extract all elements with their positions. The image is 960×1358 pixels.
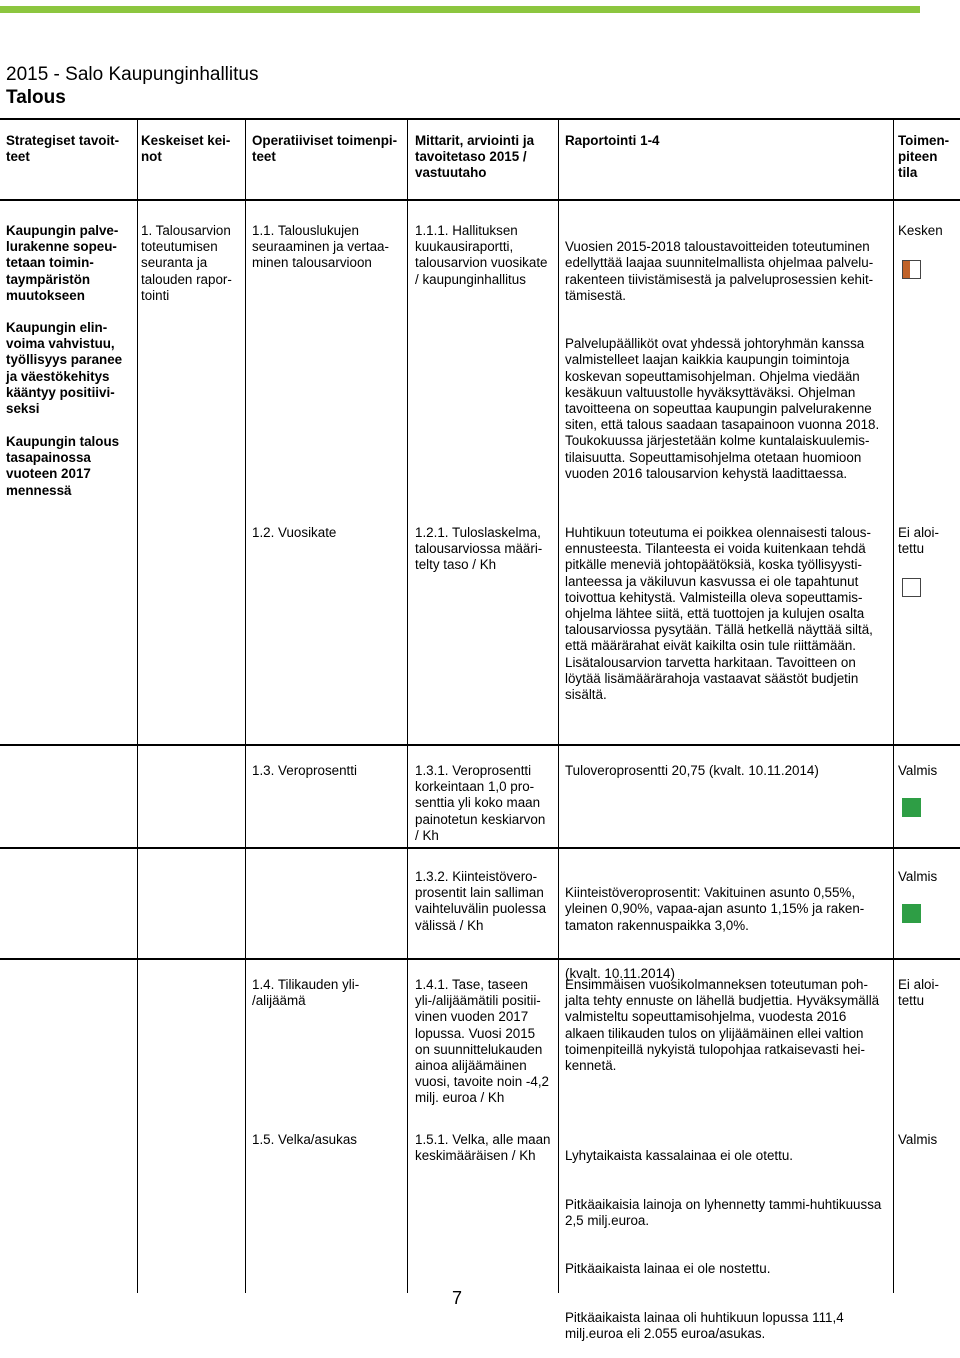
row-divider: [0, 847, 960, 849]
metric-item: 1.4.1. Tase, taseen yli-/alijäämätili positii- vinen vuoden 2017 lopussa. Vuosi 2015 on suunnittelukauden ainoa alijäämäinen vuosi, tavoite noin -4,2 milj. euroa / Kh: [415, 977, 549, 1106]
operative-item: 1.4. Tilikauden yli- /alijäämä: [252, 977, 360, 1009]
table-top-rule: [0, 118, 960, 120]
status-label: Valmis: [898, 763, 938, 778]
report-paragraph: (kvalt. 10.11.2014): [565, 966, 675, 982]
page-title: 2015 - Salo Kaupunginhallitus: [6, 64, 259, 85]
report-text: Ensimmäisen vuosikolmanneksen toteutuman poh- jalta tehty ennuste on lähellä budjettia. Hyväksymällä valmisteltu sopeuttamisohjelma, vuodesta 2016 alkaen tilikauden tulos on ylijäämäinen ellei valtion toimenpiteillä nykyistä tulopohjaa ratkaisevasti hei- kennetä.: [565, 977, 880, 1074]
column-header-key-means: Keskeiset kei- not: [141, 133, 231, 165]
column-divider: [558, 118, 559, 1293]
column-header-status: Toimen- piteen tila: [898, 133, 950, 181]
column-divider: [407, 118, 408, 1293]
report-paragraph: Pitkäaikaista lainaa ei ole nostettu.: [565, 1261, 771, 1277]
report-paragraph: Pitkäaikaista lainaa oli huhtikuun lopussa 111,4 milj.euroa eli 2.055 euroa/asukas.: [565, 1309, 844, 1341]
operative-item: 1.5. Velka/asukas: [252, 1132, 357, 1147]
report-text: [565, 223, 890, 498]
operative-item: 1.2. Vuosikate: [252, 525, 337, 540]
column-header-report: Raportointi 1-4: [565, 133, 660, 148]
status-label: Kesken: [898, 223, 943, 238]
metric-item: 1.3.2. Kiinteistövero- prosentit lain salliman vaihteluvälin puolessa välissä / Kh: [415, 869, 547, 933]
column-header-operative: Operatiiviset toimenpi- teet: [252, 133, 398, 165]
operative-item: 1.3. Veroprosentti: [252, 763, 357, 778]
column-divider: [137, 118, 138, 1293]
report-paragraph: Kiinteistöveroprosentit: Vakituinen asunto 0,55%, yleinen 0,90%, vapaa-ajan asunto 1,15% ja raken- tamaton rakennuspaikka 3,0%.: [565, 885, 865, 933]
column-divider: [245, 118, 246, 1293]
column-header-metrics: Mittarit, arviointi ja tavoitetaso 2015 / vastuutaho: [415, 133, 535, 181]
operative-item: 1.1. Talouslukujen seuraaminen ja vertaa- minen talousarvioon: [252, 223, 389, 271]
metric-item: 1.5.1. Velka, alle maan keskimääräisen / Kh: [415, 1132, 551, 1164]
empty-square-icon: [902, 578, 921, 597]
green-square-icon: [902, 798, 921, 817]
report-text: [565, 1132, 890, 1358]
column-header-strategic: Strategiset tavoit- teet: [6, 133, 120, 165]
metric-item: 1.2.1. Tuloslaskelma, talousarviossa määri- telty taso / Kh: [415, 525, 543, 573]
strategic-goal: Kaupungin palve- lurakenne sopeu- tetaan toimin- taympäristön muutokseen: [6, 223, 119, 303]
status-label: Ei aloi- tettu: [898, 525, 939, 557]
metric-item: 1.1.1. Hallituksen kuukausiraportti, talousarvion vuosikate / kaupunginhallitus: [415, 223, 548, 287]
report-paragraph: Palvelupäälliköt ovat yhdessä johtoryhmän kanssa valmistelleet laajan kaikkia kaupungin toimintoja koskevan sopeuttamisohjelman. Ohjelma viedään kesäkuun valtuustolle hyväksyttäväksi. Ohjelman tavoitteena on sopeuttaa kaupungin palvelurakenne siten, että talous saadaan tasapainoon vuonna 2018. Toukokuussa järjestetään kolme kuntalaiskuulemis- tilaisuutta. Sopeuttamisohjelma otetaan huomioon vuoden 2016 talousarvion kehystä laadittaessa.: [565, 336, 880, 481]
report-paragraph: Lyhytaikaista kassalainaa ei ole otettu.: [565, 1148, 794, 1164]
status-label: Ei aloi- tettu: [898, 977, 939, 1009]
row-divider: [0, 744, 960, 746]
status-label: Valmis: [898, 1132, 938, 1147]
page-number: 7: [452, 1288, 463, 1308]
report-paragraph: Vuosien 2015-2018 taloustavoitteiden toteutuminen edellyttää laajaa suunnitelmallista ohjelmaa palvelu- rakenteen tiivistämisestä ja palveluprosessien kehit- tämisestä.: [565, 239, 874, 303]
half-filled-square-icon: [902, 260, 921, 279]
report-text: Huhtikuun toteutuma ei poikkea olennaisesti talous- ennusteesta. Tilanteesta ei voida kuitenkaan tehdä pitkälle meneviä johtopäätöksiä, koska työllisyysti- lanteessa ja väkiluvun kasvussa ei ole tapahtunut toivottua kehitystä. Valmisteilla oleva sopeuttamis- ohjelma lähtee siitä, että tuottojen ja kulujen osalta talousarviossa pysytään. Tällä hetkellä näyttää siltä, että määrärahat eivät kaikilta osin tule riittämään. Lisätalousarvion tarvetta harkitaan. Tavoitteen on löytää lisämäärärahoja vastaavat säästöt budjetin sisältä.: [565, 525, 873, 703]
strategic-goal: Kaupungin talous tasapainossa vuoteen 2017 mennessä: [6, 434, 120, 498]
status-label: Valmis: [898, 869, 938, 884]
page-subtitle: Talous: [6, 87, 66, 108]
report-paragraph: Pitkäaikaisia lainoja on lyhennetty tammi-huhtikuussa 2,5 milj.euroa.: [565, 1196, 882, 1228]
key-means-text: 1. Talousarvion toteutumisen seuranta ja talouden rapor- tointi: [141, 223, 232, 303]
column-divider: [893, 118, 894, 1293]
top-accent-bar: [0, 6, 920, 13]
metric-item: 1.3.1. Veroprosentti korkeintaan 1,0 pro- senttia yli koko maan painotetun keskiarvon / Kh: [415, 763, 546, 843]
header-bottom-rule: [0, 199, 960, 201]
green-square-icon: [902, 904, 921, 923]
strategic-goal: Kaupungin elin- voima vahvistuu, työllisyys paranee ja väestökehitys kääntyy positiivi- seksi: [6, 320, 123, 417]
report-text: Tuloveroprosentti 20,75 (kvalt. 10.11.2014): [565, 763, 819, 778]
